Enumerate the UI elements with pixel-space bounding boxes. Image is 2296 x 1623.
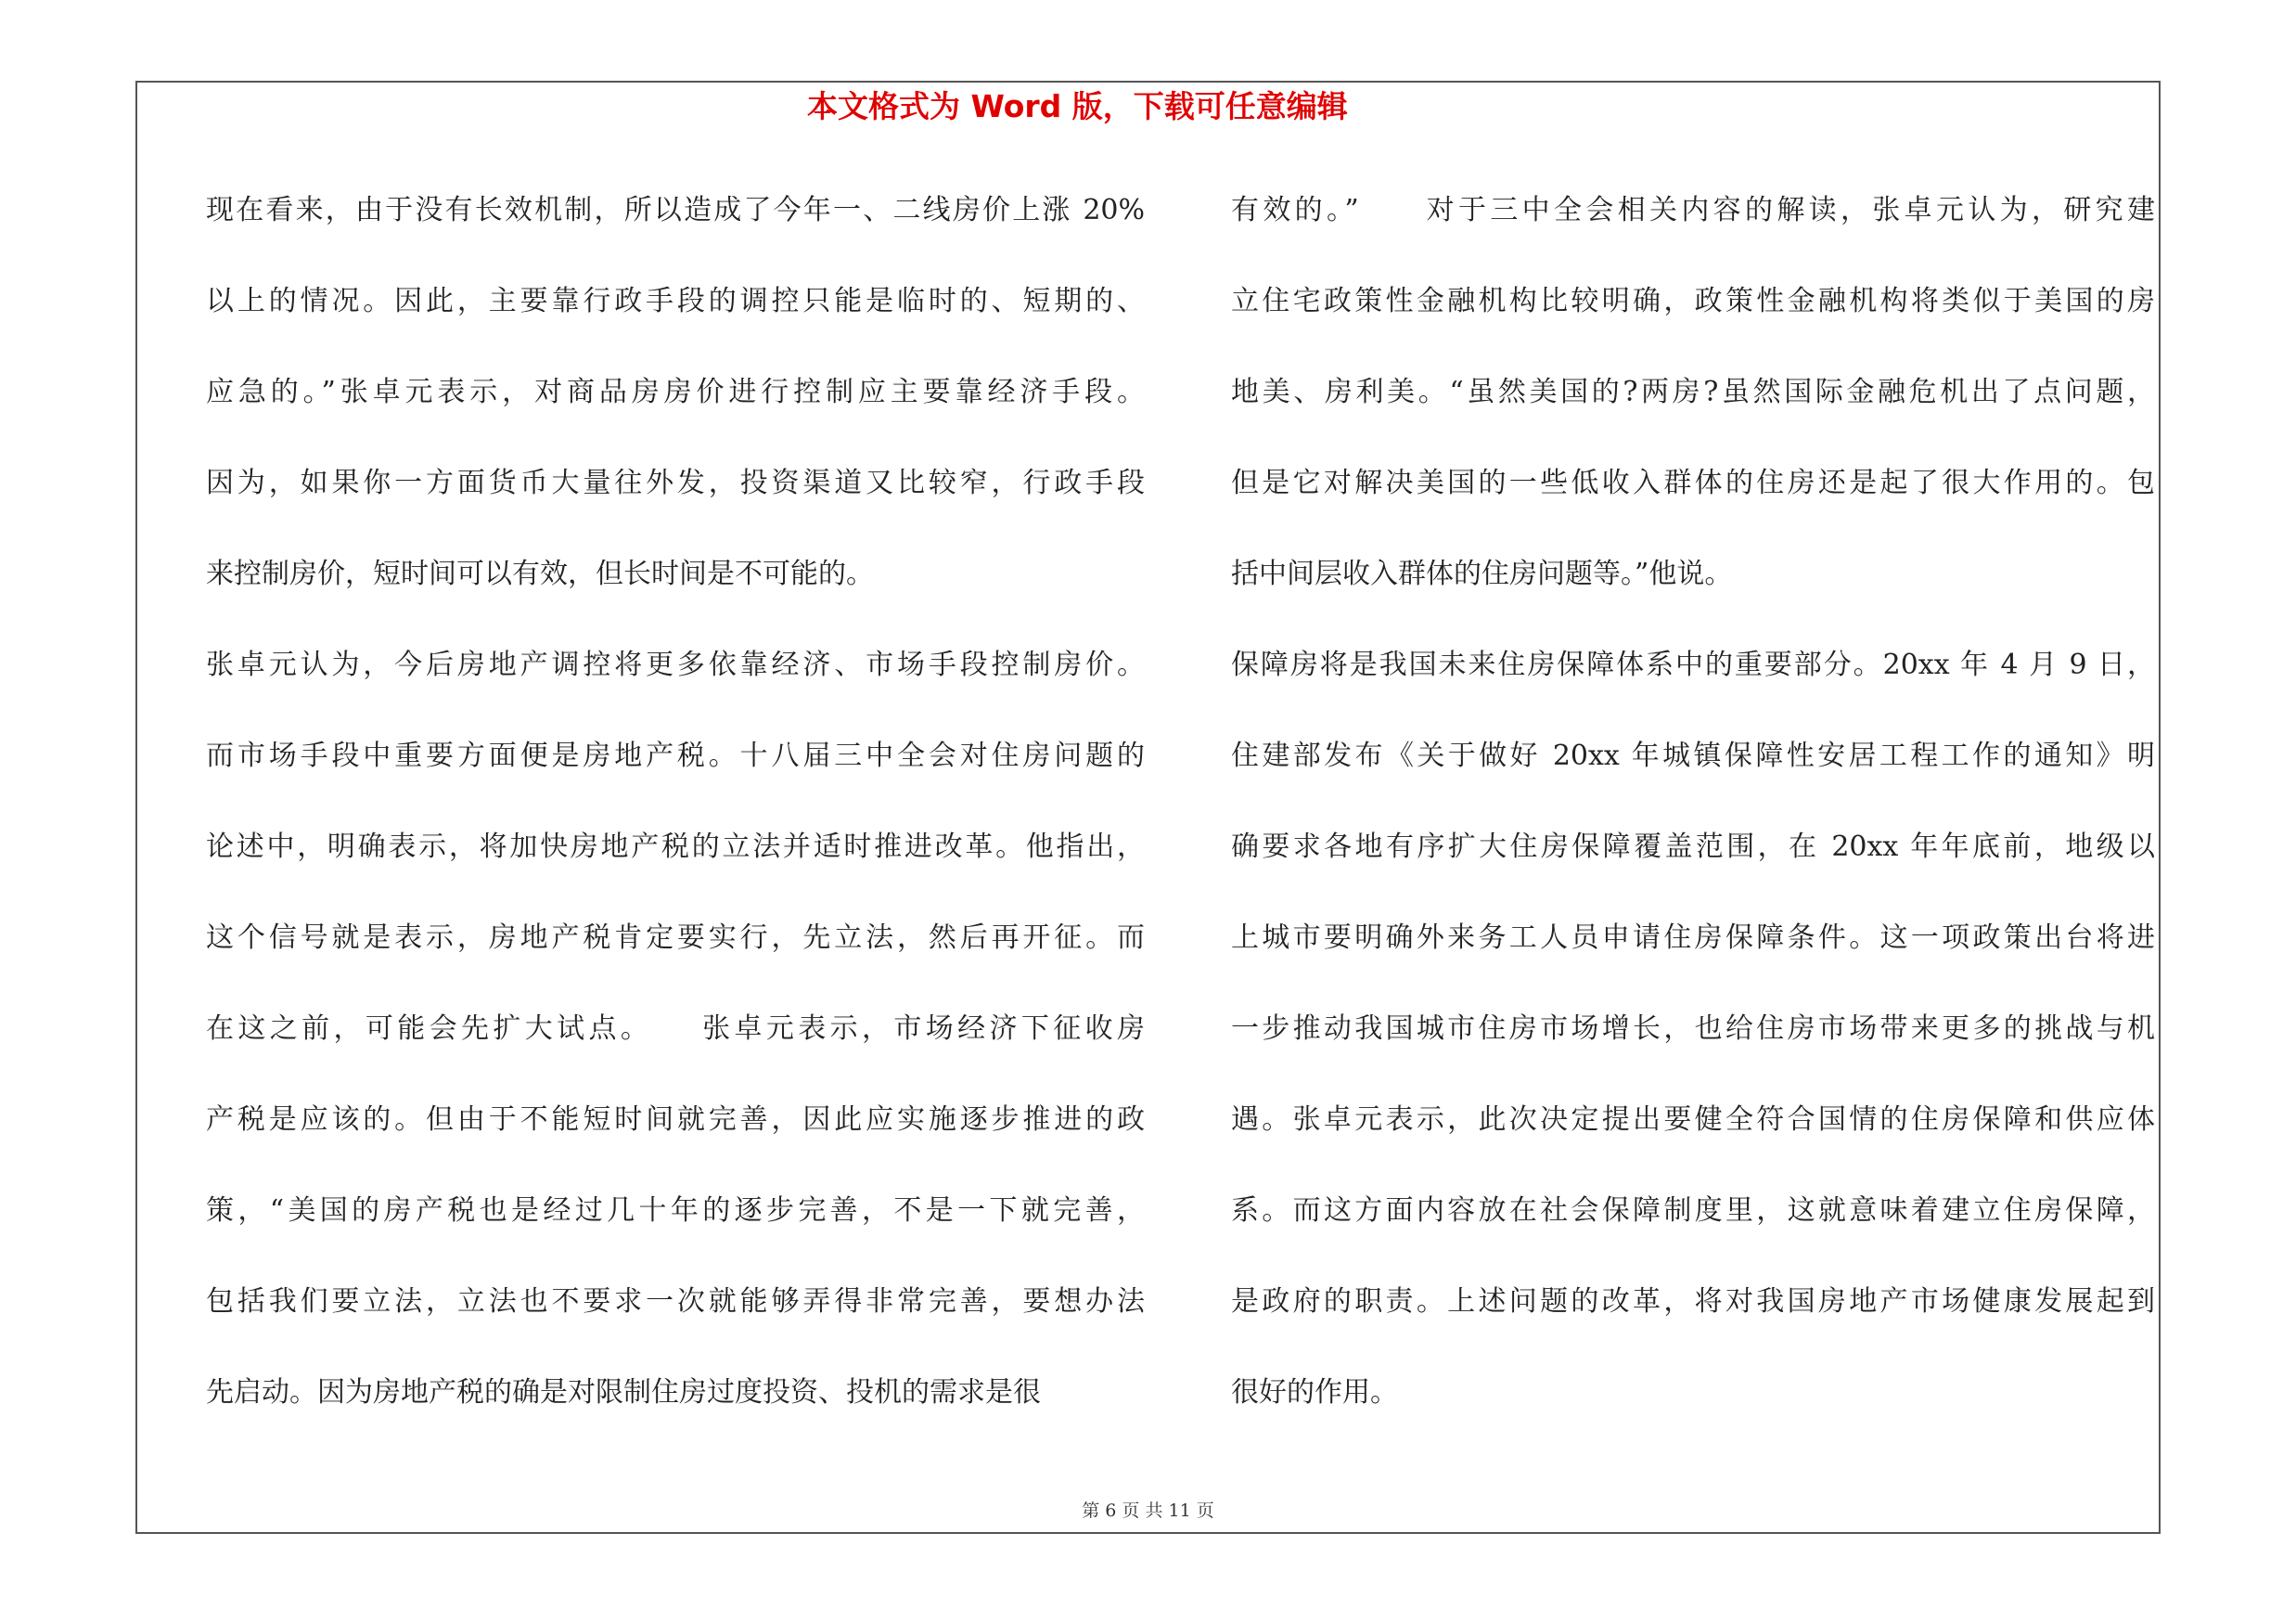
right-column-line: 地美、房利美。“虽然美国的?两房?虽然国际金融危机出了点问题， <box>1231 376 2155 408</box>
right-column-line: 是政府的职责。上述问题的改革，将对我国房地产市场健康发展起到 <box>1231 1285 2155 1318</box>
right-column-line: 一步推动我国城市住房市场增长，也给住房市场带来更多的挑战与机 <box>1231 1012 2155 1045</box>
left-column-line: 张卓元认为，今后房地产调控将更多依靠经济、市场手段控制房价。 <box>206 649 1145 681</box>
right-column-line: 但是它对解决美国的一些低收入群体的住房还是起了很大作用的。包 <box>1231 467 2155 499</box>
left-column-line: 产税是应该的。但由于不能短时间就完善，因此应实施逐步推进的政 <box>206 1103 1145 1136</box>
left-column-line: 在这之前，可能会先扩大试点。 张卓元表示，市场经济下征收房 <box>206 1012 1145 1045</box>
left-column <box>206 165 1145 1438</box>
right-column-line: 立住宅政策性金融机构比较明确，政策性金融机构将类似于美国的房 <box>1231 285 2155 317</box>
left-column-line: 论述中，明确表示，将加快房地产税的立法并适时推进改革。他指出， <box>206 831 1145 863</box>
right-column-line: 系。而这方面内容放在社会保障制度里，这就意味着建立住房保障， <box>1231 1194 2155 1227</box>
right-column-line: 有效的。” 对于三中全会相关内容的解读，张卓元认为，研究建 <box>1231 194 2155 226</box>
right-column-line: 保障房将是我国未来住房保障体系中的重要部分。20xx 年 4 月 9 日， <box>1231 649 2155 681</box>
right-column-line: 上城市要明确外来务工人员申请住房保障条件。这一项政策出台将进 <box>1231 921 2155 954</box>
left-column-line: 因为，如果你一方面货币大量往外发，投资渠道又比较窄，行政手段 <box>206 467 1145 499</box>
left-column-line: 这个信号就是表示，房地产税肯定要实行，先立法，然后再开征。而 <box>206 921 1145 954</box>
format-banner: 本文格式为 Word 版，下载可任意编辑 <box>807 88 1348 124</box>
left-column-line: 而市场手段中重要方面便是房地产税。十八届三中全会对住房问题的 <box>206 740 1145 772</box>
left-column-line: 先启动。因为房地产税的确是对限制住房过度投资、投机的需求是很 <box>206 1376 1041 1409</box>
left-column-line: 来控制房价，短时间可以有效，但长时间是不可能的。 <box>206 558 874 590</box>
right-column-line: 住建部发布《关于做好 20xx 年城镇保障性安居工程工作的通知》明 <box>1231 740 2155 772</box>
right-column <box>1231 165 2155 1438</box>
page-number: 第 6 页 共 11 页 <box>1082 1501 1214 1521</box>
left-column-line: 策，“美国的房产税也是经过几十年的逐步完善，不是一下就完善， <box>206 1194 1145 1227</box>
right-column-line: 遇。张卓元表示，此次决定提出要健全符合国情的住房保障和供应体 <box>1231 1103 2155 1136</box>
right-column-line: 确要求各地有序扩大住房保障覆盖范围，在 20xx 年年底前，地级以 <box>1231 831 2155 863</box>
left-column-line: 应急的。”张卓元表示，对商品房房价进行控制应主要靠经济手段。 <box>206 376 1145 408</box>
left-column-line: 以上的情况。因此，主要靠行政手段的调控只能是临时的、短期的、 <box>206 285 1145 317</box>
left-column-line: 包括我们要立法，立法也不要求一次就能够弄得非常完善，要想办法 <box>206 1285 1145 1318</box>
right-column-line: 括中间层收入群体的住房问题等。”他说。 <box>1231 558 1733 590</box>
right-column-line: 很好的作用。 <box>1231 1376 1398 1409</box>
left-column-line: 现在看来，由于没有长效机制，所以造成了今年一、二线房价上涨 20% <box>206 194 1145 226</box>
